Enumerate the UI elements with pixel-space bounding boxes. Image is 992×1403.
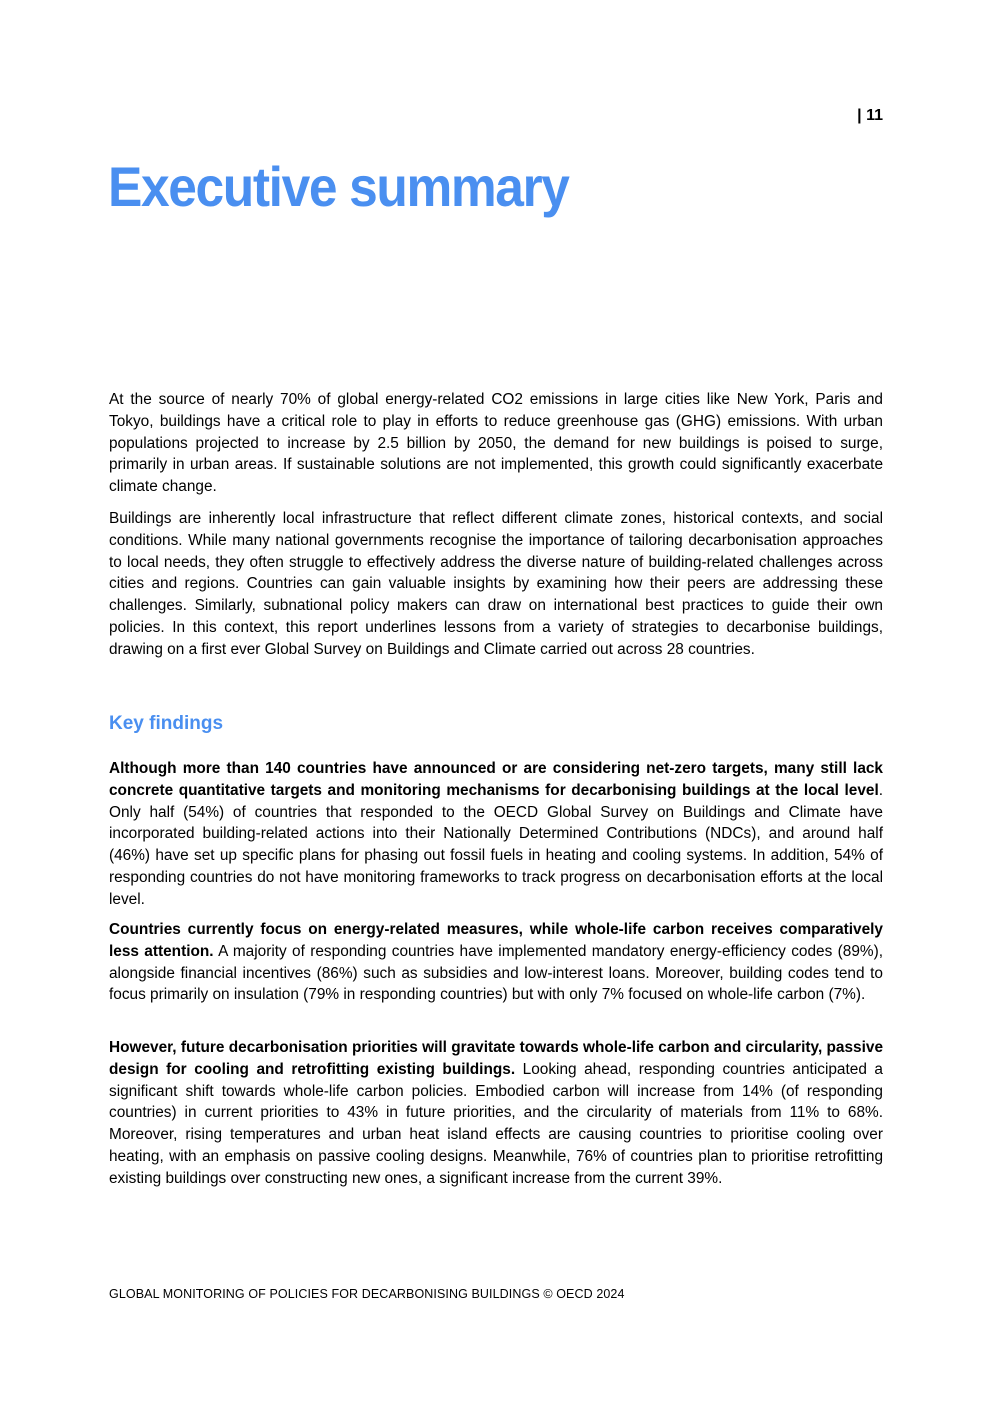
page-title: Executive summary (108, 155, 569, 218)
finding-paragraph-2 (109, 919, 883, 1006)
finding-paragraph-3 (109, 1037, 883, 1190)
finding-2-lead: Countries currently focus on energy-related measures, while whole-life carbon receives comparatively less attention. (109, 921, 883, 960)
page-footer: GLOBAL MONITORING OF POLICIES FOR DECARBONISING BUILDINGS © OECD 2024 (109, 1287, 625, 1301)
finding-1-text: . Only half (54%) of countries that responded to the OECD Global Survey on Buildings and Climate have incorporated building-related actions into their Nationally Determined Contributions (NDCs), and around half (46%) have set up specific plans for phasing out fossil fuels in heating and cooling systems. In addition, 54% of responding countries do not have monitoring frameworks to track progress on decarbonisation efforts at the local level. (109, 781, 883, 908)
finding-1-lead: Although more than 140 countries have announced or are considering net-zero targets, many still lack concrete quantitative targets and monitoring mechanisms for decarbonising buildings at the local level (109, 760, 883, 799)
finding-2-text: A majority of responding countries have implemented mandatory energy-efficiency codes (89%), alongside financial incentives (86%) such as subsidies and low-interest loans. Moreover, building codes tend to focus primarily on insulation (79% in responding countries) but with only 7% focused on whole-life carbon (7%). (109, 942, 883, 1004)
page-number: | 11 (857, 107, 883, 124)
finding-paragraph-1 (109, 758, 883, 911)
intro-paragraph-2: Buildings are inherently local infrastructure that reflect different climate zones, historical contexts, and social conditions. While many national governments recognise the importance of tailoring decarbonisation approaches to local needs, they often struggle to effectively address the diverse nature of building-related challenges across cities and regions. Countries can gain valuable insights by examining how their peers are addressing these challenges. Similarly, subnational policy makers can draw on international best practices to guide their own policies. In this context, this report underlines lessons from a variety of strategies to decarbonise buildings, drawing on a first ever Global Survey on Buildings and Climate carried out across 28 countries. (109, 510, 883, 658)
key-findings-heading: Key findings (109, 713, 224, 734)
intro-paragraph-1: At the source of nearly 70% of global energy-related CO2 emissions in large cities like New York, Paris and Tokyo, buildings have a critical role to play in efforts to reduce greenhouse gas (GHG) emissions. With urban populations projected to increase by 2.5 billion by 2050, the demand for new buildings is poised to surge, primarily in urban areas. If sustainable solutions are not implemented, this growth could significantly exacerbate climate change. (109, 391, 883, 496)
finding-3-lead: However, future decarbonisation priorities will gravitate towards whole-life carbon and circularity, passive design for cooling and retrofitting existing buildings. (109, 1039, 883, 1078)
finding-3-text: Looking ahead, responding countries anticipated a significant shift towards whole-life carbon policies. Embodied carbon will increase from 14% (of responding countries) in current priorities to 43% in future priorities, and the circularity of materials from 11% to 68%. Moreover, rising temperatures and urban heat island effects are causing countries to prioritise cooling over heating, with an emphasis on passive cooling designs. Meanwhile, 76% of countries plan to prioritise retrofitting existing buildings over constructing new ones, a significant increase from the current 39%. (109, 1060, 883, 1187)
